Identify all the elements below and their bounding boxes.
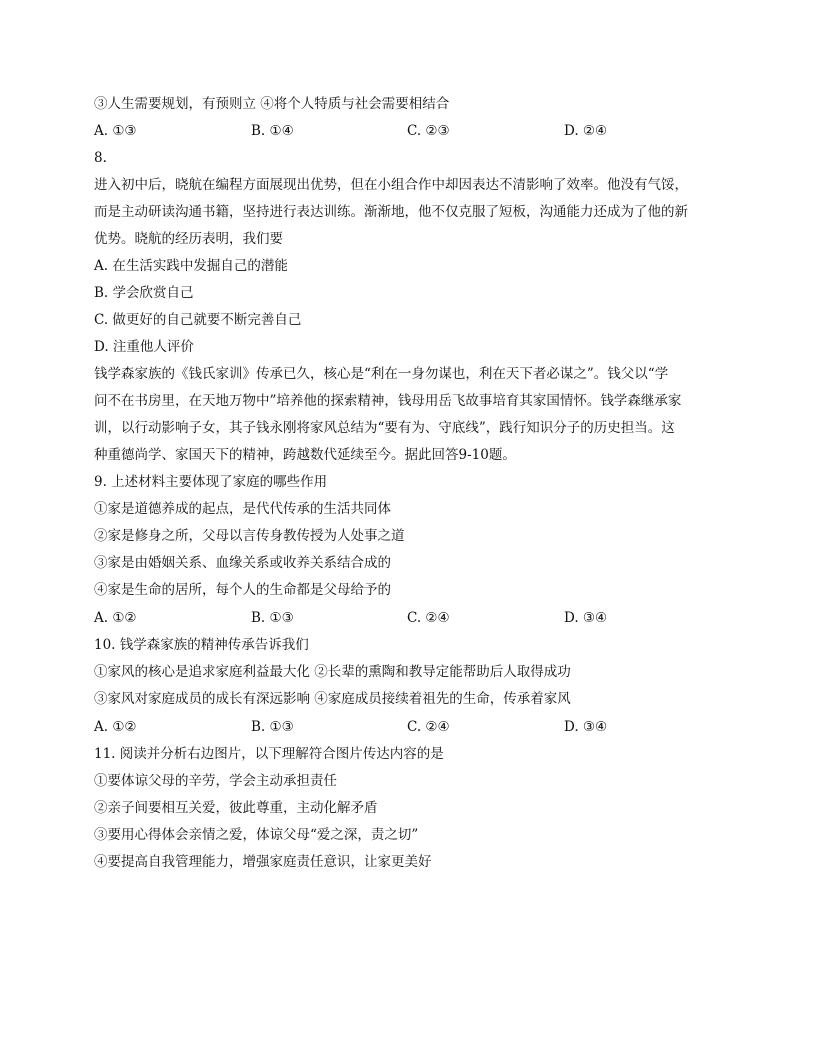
q9-option-d: D. ③④ [564,610,608,626]
q9-item: ④家是生命的居所，每个人的生命都是父母给予的 [94,582,391,598]
q7-options [94,121,714,141]
q10-option-a: A. ①② [94,719,137,735]
q10-option-c: C. ②④ [407,719,450,735]
q8-option-b: B. 学会欣赏自己 [94,285,194,301]
q7-option-b: B. ①④ [251,123,294,139]
q9-options [94,608,714,628]
passage-line: 训，以行动影响子女，其子钱永刚将家风总结为“要有为、守底线”，践行知识分子的历史担当。这 [94,420,675,436]
q9-option-c: C. ②④ [407,610,450,626]
q9-stem: 9. 上述材料主要体现了家庭的哪些作用 [94,474,328,490]
q10-options [94,717,714,737]
q9-option-b: B. ①③ [251,610,294,626]
q11-stem: 11. 阅读并分析右边图片，以下理解符合图片传达内容的是 [94,746,444,762]
q7-option-a: A. ①③ [94,123,137,139]
q10-option-b: B. ①③ [251,719,294,735]
q7-option-c: C. ②③ [407,123,450,139]
q8-option-d: D. 注重他人评价 [94,339,194,355]
q8-stem-line: 而是主动研读沟通书籍，坚持进行表达训练。渐渐地，他不仅克服了短板，沟通能力还成为了他的新 [94,204,688,220]
q8-option-a: A. 在生活实践中发掘自己的潜能 [94,258,288,274]
q10-option-d: D. ③④ [564,719,608,735]
q8-stem-line: 进入初中后，晓航在编程方面展现出优势，但在小组合作中却因表达不清影响了效率。他没有气馁， [94,177,688,193]
q8-stem-line: 优势。晓航的经历表明，我们要 [94,231,283,247]
q11-item: ②亲子间要相互关爱，彼此尊重，主动化解矛盾 [94,800,378,816]
q7-statement-continuation: ③人生需要规划，有预则立 ④将个人特质与社会需要相结合 [94,96,450,112]
passage-line: 种重德尚学、家国天下的精神，跨越数代延续至今。据此回答9-10题。 [94,447,516,463]
q10-item: ①家风的核心是追求家庭利益最大化 ②长辈的熏陶和教导定能帮助后人取得成功 [94,664,571,680]
q9-option-a: A. ①② [94,610,137,626]
passage-line: 钱学森家族的《钱氏家训》传承已久，核心是“利在一身勿谋也，利在天下者必谋之”。钱父以“学 [94,366,669,382]
passage-line: 问不在书房里，在天地万物中”培养他的探索精神，钱母用岳飞故事培育其家国情怀。钱学森继承家 [94,393,682,409]
q10-stem: 10. 钱学森家族的精神传承告诉我们 [94,637,309,653]
q7-option-d: D. ②④ [564,123,608,139]
q10-item: ③家风对家庭成员的成长有深远影响 ④家庭成员接续着祖先的生命，传承着家风 [94,691,571,707]
q9-item: ③家是由婚姻关系、血缘关系或收养关系结合成的 [94,555,391,571]
q8-number: 8. [94,150,107,166]
q11-item: ④要提高自我管理能力，增强家庭责任意识，让家更美好 [94,854,432,870]
q9-item: ②家是修身之所，父母以言传身教传授为人处事之道 [94,528,405,544]
q9-item: ①家是道德养成的起点，是代代传承的生活共同体 [94,501,391,517]
q11-item: ③要用心得体会亲情之爱，体谅父母“爱之深，责之切” [94,827,419,843]
q11-item: ①要体谅父母的辛劳，学会主动承担责任 [94,773,337,789]
q8-option-c: C. 做更好的自己就要不断完善自己 [94,312,302,328]
